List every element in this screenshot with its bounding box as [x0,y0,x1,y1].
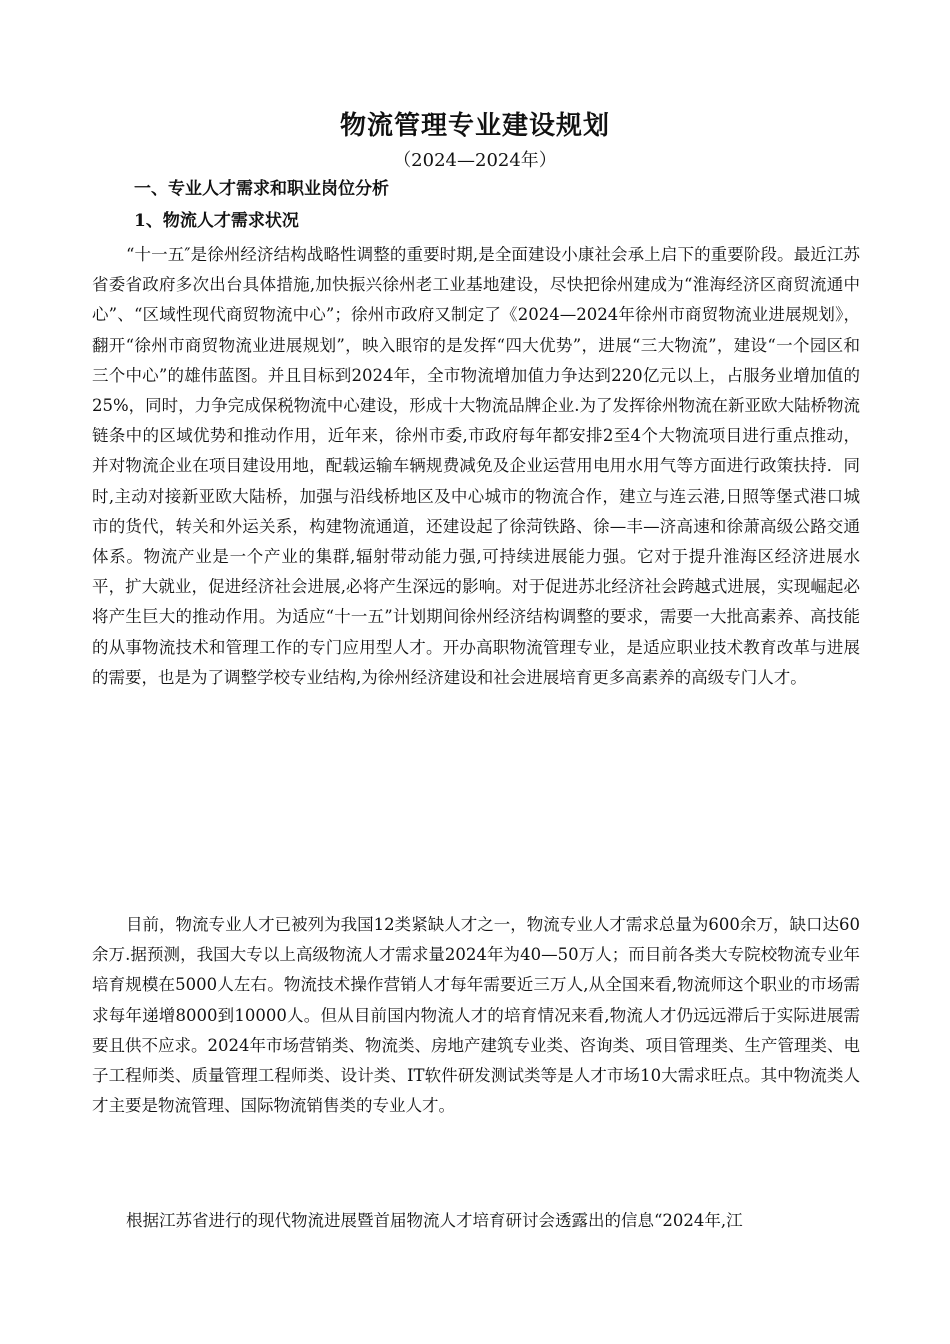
subsection-heading: 1、物流人才需求状况 [134,211,299,231]
document-subtitle: （2024—2024年） [393,150,557,171]
body-paragraph: 目前，物流专业人才已被列为我国12类紧缺人才之一，物流专业人才需求总量为600余万，缺口达60余万.据预测，我国大专以上高级物流人才需求量2024年为40—50万人；而目前各类大专院校物流专业年培育规模在5000人左右。物流技术操作营销人才每年需要近三万人,从全国来看,物流师这个职业的市场需求每年递增8000到10000人。但从目前国内物流人才的培育情况来看,物流人才仍远远滞后于实际进展需要且供不应求。2024年市场营销类、物流类、房地产建筑专业类、咨询类、项目管理类、生产管理类、电子工程师类、质量管理工程师类、设计类、IT软件研发测试类等是人才市场10大需求旺点。其中物流类人才主要是物流管理、国际物流销售类的专业人才。 [92,915,860,1116]
body-paragraph: “十一五″是徐州经济结构战略性调整的重要时期,是全面建设小康社会承上启下的重要阶段。最近江苏省委省政府多次出台具体措施,加快振兴徐州老工业基地建设，尽快把徐州建成为“淮海经济区商贸流通中心”、“区域性现代商贸物流中心”；徐州市政府又制定了《2024—2024年徐州市商贸物流业进展规划》，翻开“徐州市商贸物流业进展规划”，映入眼帘的是发挥“四大优势”，进展“三大物流”，建设“一个园区和三个中心”的雄伟蓝图。并且目标到2024年，全市物流增加值力争达到220亿元以上，占服务业增加值的25%，同时，力争完成保税物流中心建设，形成十大物流品牌企业.为了发挥徐州物流在新亚欧大陆桥物流链条中的区域优势和推动作用，近年来，徐州市委,市政府每年都安排2至4个大物流项目进行重点推动，并对物流企业在项目建设用地，配载运输车辆规费减免及企业运营用电用水用气等方面进行政策扶持．同时,主动对接新亚欧大陆桥，加强与沿线桥地区及中心城市的物流合作，建立与连云港,日照等堡式港口城市的货代，转关和外运关系，构建物流通道，还建设起了徐菏铁路、徐—丰—济高速和徐萧高级公路交通体系。物流产业是一个产业的集群,辐射带动能力强,可持续进展能力强。它对于提升淮海区经济进展水平，扩大就业，促进经济社会进展,必将产生深远的影响。对于促进苏北经济社会跨越式进展，实现崛起必将产生巨大的推动作用。为适应“十一五”计划期间徐州经济结构调整的要求，需要一大批高素养、高技能的从事物流技术和管理工作的专门应用型人才。开办高职物流管理专业，是适应职业技术教育改革与进展的需要，也是为了调整学校专业结构,为徐州经济建设和社会进展培育更多高素养的高级专门人才。 [92,245,860,687]
section-heading: 一、专业人才需求和职业岗位分析 [134,179,389,199]
document-title: 物流管理专业建设规划 [339,111,610,141]
body-paragraph: 根据江苏省进行的现代物流进展暨首届物流人才培育研讨会透露出的信息“2024年,江 [126,1211,743,1230]
